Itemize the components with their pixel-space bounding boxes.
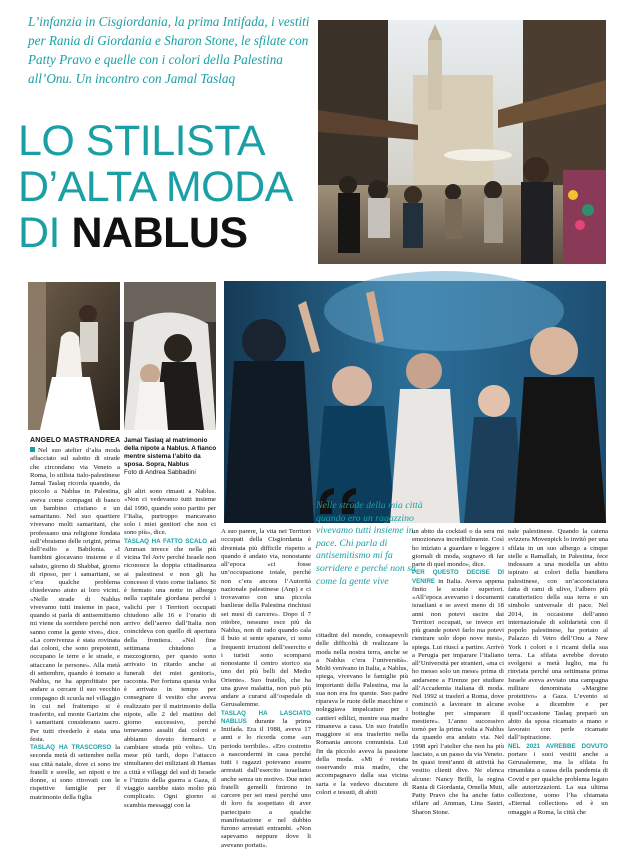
pull-quote: Nelle strade della mia città quando ero un ragazzino vivevamo tutti insieme in pace. Chi parla di antisemitismo mi fa sorridere e perché non sa come la gente vive xyxy=(316,500,423,587)
column-1 xyxy=(30,447,120,801)
c1-lead xyxy=(30,447,120,744)
caption-credit: Foto di Andrea Sabbadini xyxy=(124,469,196,476)
headline-line-3-bold: NABLUS xyxy=(71,209,248,257)
c5-sub xyxy=(412,569,504,817)
photo-nablus-street-image xyxy=(318,20,606,264)
photo-nablus-street xyxy=(318,20,606,264)
c6-body-text: portare i suoi vestiti anche a Gerusalemme, ma la sfilata fu rimandata a causa della pandemia di Covid e per qualche problema legato alle autorizzazioni. La sua ultima collezione, uomo l’ha chiamata «Eternal collection» ed è un omaggio a Roma, la città che xyxy=(508,750,608,816)
photo-caption xyxy=(124,437,218,477)
c3-sub xyxy=(221,710,311,850)
headline-line-3 xyxy=(18,210,318,256)
photo-bride xyxy=(28,282,120,430)
c6-sub-text: NEL 2021 AVREBBE DOVUTO xyxy=(508,742,608,750)
c3-body-1: A suo parere, la vita nei Territori occupati della Cisgiordania è diventata più difficile rispetto a quando è andato via, nonostante all’epoca «ci fosse un’occupazione totale, perché non c’era ancora l’Autorità nazionale palestinese (Anp) e ci trovavamo con una piccola banlieue della Palestina rinchiusi sei mesi di carcere». Dopo il 7 ottobre, nessuno esce più da Nablus, non di rado quando cala il buio si sente sparare, ci sono frequenti irruzioni dell’esercito e i turisti sono scomparsi nonostante il centro storico sia uno dei più belli del Medio Oriente». Suo fratello, che ha una grave malattia, non può più andare a curarsi all’ospedale di Gerusalemme. xyxy=(221,528,311,709)
column-2 xyxy=(124,488,216,809)
headline-line-1: LO STILISTA xyxy=(18,117,265,165)
byline: ANGELO MASTRANDREA xyxy=(30,437,121,444)
article-start-marker xyxy=(30,447,35,452)
c2-sub-text: TASLAQ HA FATTO SCALO xyxy=(124,537,208,545)
c2-body-1: gli altri sono rimasti a Nablus. «Non ci vedevamo tutti insieme dal 1990, quando sono partito per l’Italia, purtroppo mancavano solo i miei genitori che non ci sono più», dice. xyxy=(124,488,216,537)
photo-wedding xyxy=(224,281,606,523)
column-5 xyxy=(412,528,504,816)
c1-lead-text: Nel suo atelier d’alta moda affacciato sul salotto di strade che circondano via Veneto a Roma, lo stilista italo-palestinese Jamal Taslaq ricorda quando, da piccolo a Nablus in Palestina, aveva come compagni di banco un bambino cristiano e un samaritano. Nel suo quartiere vivevano molti samaritani, che professano una religione fondata sull’ebraismo delle origini, prima dell’esilio a Babilonia. «I bambini giocavano insieme e il sabato, giorno di Shabbat, giorno di riposo, per i samaritani, se c’era qualche problema chiedevano aiuto ai loro vicini. «Nelle strade di Nablus vivevamo tutti insieme in pace, quando si parla di antisemitismo mi viene da sorridere perché non sanno come la gente vive», dice. «La convivenza è stata rovinata dai coloni, che sono prepotenti, occupano le terre e le strade, e attaccano le persone». Alla metà di settembre, quando è tornato a Nablus, ne ha approfittato per andare a cercare il suo vecchio compagno di scuola nel villaggio in cui nel frattempo si è trasferito, sul monte Garizim che i samaritani considerano sacro. Per tutti rivederlo è stata una festa. xyxy=(30,447,120,743)
headline xyxy=(18,118,318,256)
headline-line-2: D’ALTA MODA xyxy=(18,163,293,211)
photo-designer xyxy=(124,282,216,430)
c4-body: cittadini del mondo, consapevoli delle difficoltà di realizzare la moda nella nostra terra, anche se a Nablus c’era l’università». Molti venivano in Italia, a Nablus, spiega, vivevano le famiglie più importanti della Palestina, ma la sua non era fra queste. Suo padre riparava le ruote delle macchine e noleggiava impalcature per i cantieri edilizi, mentre sua madre rimaneva a casa. Un suo fratello maggiore si era trasferito nella Romania ancora comunista. Lui fin da piccolo aveva la passione della moda. «Mi é restata osservando mia madre, che accompagnavo dalla sua vicina sarta e la vedevo discutere di colori e tessuti, di abiti xyxy=(316,632,408,796)
c5-body-1: un abito da cocktail o da sera mi emozionava incredibilmente. Così ho iniziato a guardare e leggere i giornali di moda, sognavo di far parte di quel mondo», dice. xyxy=(412,528,504,568)
c5-body-text: in Italia. Aveva appena finito le scuole superiori. «All’epoca avevamo i documenti israeliani e se avevi meno di 18 anni non potevi uscire dai Territori occupati, se invece eri più grande potevi farlo ma potevi rientrare solo dopo nove mesi», spiega. Lui riuscì a partire. Arrivò a Perugia per imparare l’italiano all’Università per stranieri, «ma ci ho messo solo un mese» prima di andarsene a Firenze per studiare all’Accademia italiana di moda. Nel 1992 si trasferì a Roma, dove cominciò a lavorare in alcune botteghe per «imparare il mestiere». L’anno successivo tornò per la prima volta a Nablus da quando era andato via. Nel 1998 aprì l’atelier che non ha più lasciato, a un passo da via Veneto. In quasi trent’anni di attività ha vestito clienti dive. Ne elenca alcune: Nancy Brilli, la regina Rania di Giordania, Ornella Muti, Patty Pravo che ha anche fatto sfilare ad Amman, Lina Sastri, Sharon Stone. xyxy=(412,577,504,816)
photo-wedding-image xyxy=(224,281,606,523)
photo-bride-image xyxy=(28,282,120,430)
c1-body-text: la seconda metà di settembre nella sua città natale, dove ci sono tre fratelli e sorelle, sei nipoti e tre donne, si sono ritrovati con le rispettive famiglie per il matrimonio della figlia xyxy=(30,744,120,801)
c2-body-text: ad Amman invece che nella più vicina Tel Aviv perché Israele non riconosce la doppia cittadinanza ai palestinesi e non gli ha concesso il visto come italiano. Si è fermato una notte in albergo nella capitale giordana perché i valichi per i Territori occupati chiudono alle 16 e l’orario di arrivo dell’aereo dall’Italia non coincideva con quello di apertura della frontiera. «Nel fine settimana chiudono a mezzogiorno, per questo sono arrivato in ritardo anche ai funerali dei miei genitori», racconta. Per fortuna questa volta è arrivato in tempo per consegnare il vestito che aveva realizzato per il matrimonio della nipote, alle 2 del mattino del giorno successivo, perché temevamo assalti dai coloni e abbiamo dovuto fermarci e cambiare strada più volte». Un mese più tardi, dopo l’attacco simultaneo dei miliziani di Hamas a città e villaggi del sud di Israele e l’inizio della guerra a Gaza, il viaggio sarebbe stato molto più complicato. Ogni giorno si scambia messaggi con la xyxy=(124,537,216,809)
c1-sub xyxy=(30,744,120,802)
column-4 xyxy=(316,632,408,796)
c5-sub-text: PER QUESTO DECISE DI VENIRE xyxy=(412,569,504,585)
caption-lead: Jamal Taslaq al matrimonio della nipote a Nablus. A fianco mentre sistema l’abito da sposa. Sopra, Nablus xyxy=(124,437,217,468)
c2-sub xyxy=(124,538,216,810)
column-3 xyxy=(221,528,312,849)
headline-line-3-light: DI xyxy=(18,209,72,257)
c6-sub xyxy=(508,743,608,817)
c3-sub-text: TASLAQ HA LASCIATO NABLUS xyxy=(221,709,311,725)
c1-sub-text: TASLAQ HA TRASCORSO xyxy=(30,744,112,751)
c3-body-text: durante la prima Intifada. Era il 1988, aveva 17 anni e lo ricorda come «un periodo terribile». «Ero costretto a nascondermi in casa perché tutti i ragazzi potevano essere arrestati dall’esercito israeliano anche senza un motivo. Due miei fratelli gemelli finirono in carcere per sei mesi perché uno di loro fu sospettato di aver partecipato a qualche manifestazione e nel dubbio furono arrestati entrambi. «Non sapevamo neppure dove li avevano portati». xyxy=(221,717,312,849)
photo-designer-image xyxy=(124,282,216,430)
intro-deck: L’infanzia in Cisgiordania, la prima Intifada, i vestiti per Rania di Giordania e Sharon Stone, le sfilate con Patty Pravo e quelle con i colori della Palestina all’Onu. Un incontro con Jamal Taslaq xyxy=(28,14,310,86)
column-6 xyxy=(508,528,608,816)
c6-body-1: nale palestinese. Quando la catena svizzera Movenpick lo invitò per una sfilata in un suo albergo a cinque stelle a Ramallah, in Palestina, fece indossare a una modella un abito ispirato ai colori della bandiera palestinese, con un’acconciatura fatta di rami di ulivo, l’albero più caratteristico della sua terra e un simbolo universale di pace. Nel 2014, in occasione dell’anno internazionale di solidarietà con il popolo palestinese, ha portato al Palazzo di Vetro dell’Onu a New York i colori e i ricami della sua terra. La sfilata avrebbe dovuto svolgersi a metà luglio, ma fu rinviata perché una settimana prima Israele aveva avviato una campagna militare denominata «Margine protettivo» a Gaza. L’evento si svolse a dicembre e per quell’occasione Taslaq preparò un abito da sposa ricamato a mano e lavorato con perle ricamate dall’ispirazione. xyxy=(508,528,608,742)
